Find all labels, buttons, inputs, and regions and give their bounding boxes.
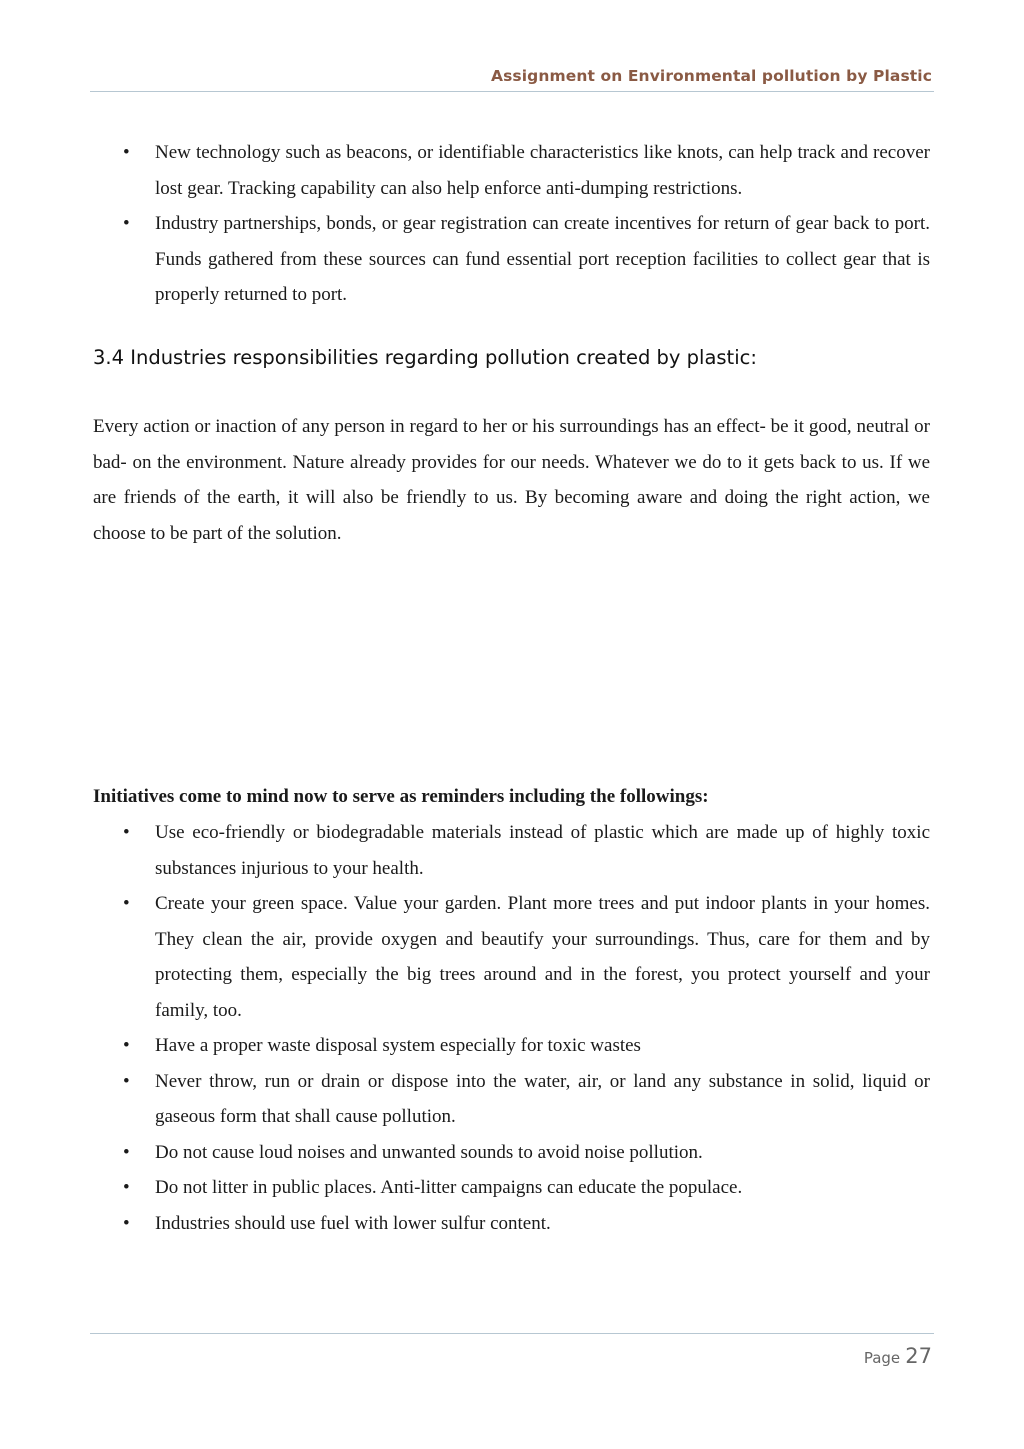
initiatives-list xyxy=(93,815,930,1241)
list-item: • Do not cause loud noises and unwanted sounds to avoid noise pollution. xyxy=(93,1135,930,1171)
list-item: • Have a proper waste disposal system especially for toxic wastes xyxy=(93,1028,930,1064)
list-item: • Industry partnerships, bonds, or gear registration can create incentives for return of gear back to port. Funds gathered from these sources can fund essential port reception facilities to collect gear that is properly returned to port. xyxy=(93,206,930,313)
list-item: • Create your green space. Value your garden. Plant more trees and put indoor plants in your homes. They clean the air, provide oxygen and beautify your surroundings. Thus, care for them and by protecting them, especially the big trees around and in the forest, you protect yourself and your family, too. xyxy=(93,886,930,1028)
footer-divider xyxy=(90,1333,934,1334)
page-header-title: Assignment on Environmental pollution by Plastic xyxy=(491,67,932,85)
page-number-value: 27 xyxy=(905,1344,932,1368)
list-item: • Do not litter in public places. Anti-litter campaigns can educate the populace. xyxy=(93,1170,930,1206)
header-divider xyxy=(90,91,934,92)
initiatives-heading: Initiatives come to mind now to serve as reminders including the followings: xyxy=(93,786,709,807)
list-item: • New technology such as beacons, or identifiable characteristics like knots, can help track and recover lost gear. Tracking capability can also help enforce anti-dumping restrictions. xyxy=(93,135,930,206)
section-paragraph: Every action or inaction of any person in regard to her or his surroundings has an effect- be it good, neutral or bad- on the environment. Nature already provides for our needs. Whatever we do to it gets back to us. If we are friends of the earth, it will also be friendly to us. By becoming aware and doing the right action, we choose to be part of the solution. xyxy=(93,416,930,544)
list-item: • Industries should use fuel with lower sulfur content. xyxy=(93,1206,930,1242)
page-label: Page xyxy=(863,1349,901,1367)
list-item: • Never throw, run or drain or dispose into the water, air, or land any substance in solid, liquid or gaseous form that shall cause pollution. xyxy=(93,1064,930,1135)
section-heading: 3.4 Industries responsibilities regarding pollution created by plastic: xyxy=(93,346,757,369)
list-item: • Use eco-friendly or biodegradable materials instead of plastic which are made up of highly toxic substances injurious to your health. xyxy=(93,815,930,886)
top-bullet-list xyxy=(93,135,930,313)
page-number xyxy=(864,1344,932,1368)
